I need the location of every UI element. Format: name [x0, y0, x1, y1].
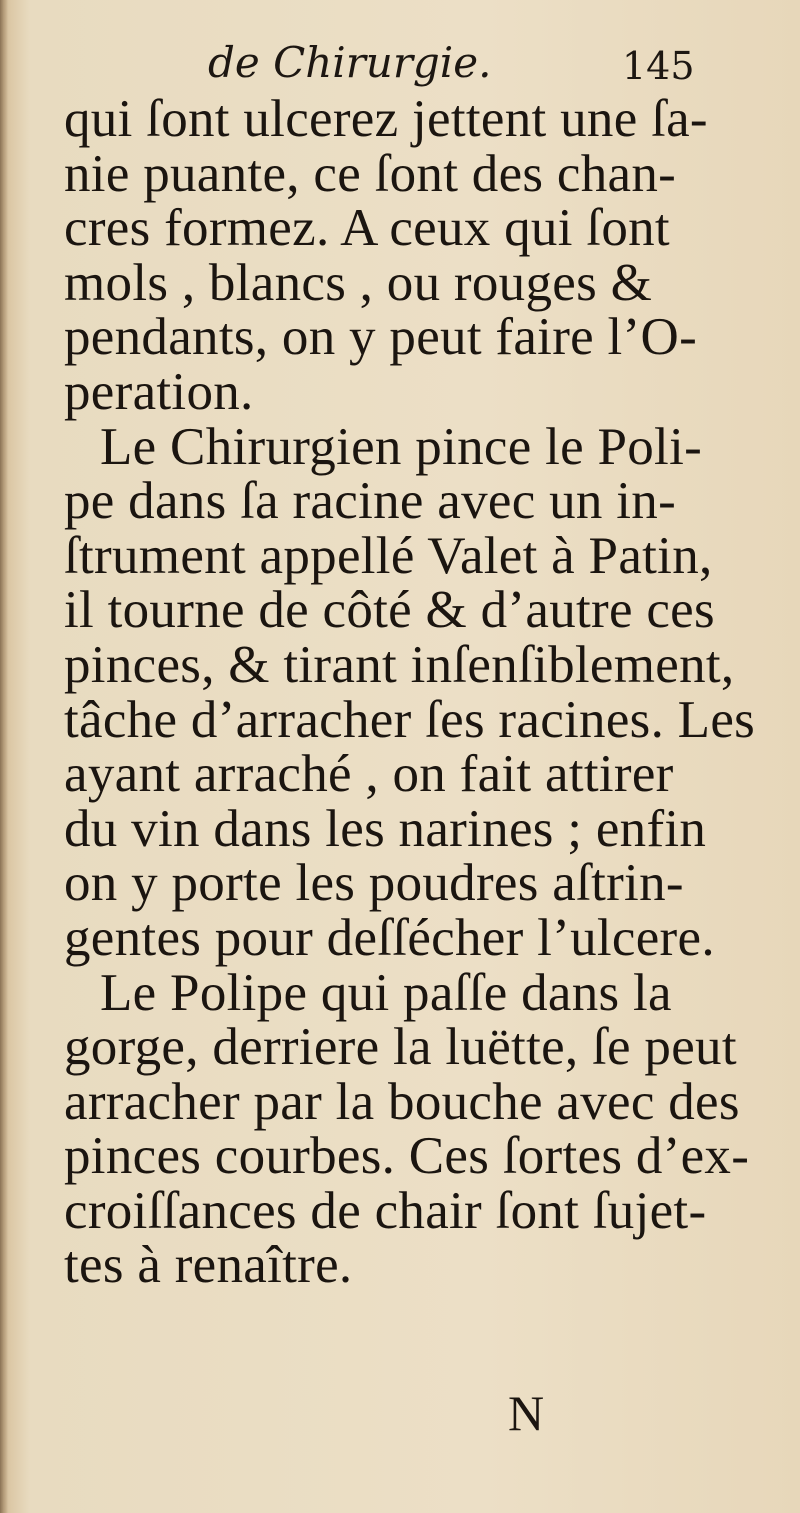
text-line: qui ſont ulcerez jettent une ſa-	[64, 90, 708, 148]
text-line: tâche d’arracher ſes racines. Les	[64, 690, 756, 749]
text-line: pinces courbes. Ces ſortes d’ex-	[64, 1127, 750, 1186]
text-line: tes à renaître.	[64, 1236, 353, 1295]
text-line: gorge, derriere la luëtte, ſe peut	[64, 1018, 737, 1077]
signature-mark: N	[508, 1385, 545, 1441]
text-line: Le Chirurgien pince le Poli-	[100, 417, 703, 476]
text-line: cres formez. A ceux qui ſont	[64, 199, 670, 258]
text-line: on y porte les poudres aſtrin-	[64, 854, 684, 913]
text-line: mols , blancs , ou rouges &	[64, 253, 653, 312]
page-number: 145	[622, 44, 695, 88]
text-line: croiſſances de chair ſont ſujet-	[64, 1181, 707, 1240]
text-line: ſtrument appellé Valet à Patin,	[64, 526, 713, 585]
body-text	[64, 90, 756, 1295]
page-header	[0, 38, 800, 98]
text-line: arracher par la bouche avec des	[64, 1072, 740, 1131]
page-gutter	[0, 0, 8, 1513]
text-line: du vin dans les narines ; enfin	[64, 799, 707, 858]
running-title: de Chirurgie.	[208, 38, 492, 87]
text-line: pendants, on y peut faire l’O-	[64, 308, 698, 367]
text-line: nie puante, ce ſont des chan-	[64, 144, 677, 203]
text-line: pinces, & tirant inſenſiblement,	[64, 635, 735, 694]
text-line: gentes pour deſſécher l’ulcere.	[64, 908, 715, 967]
text-line: pe dans ſa racine avec un in-	[64, 472, 677, 531]
text-line: il tourne de côté & d’autre ces	[64, 581, 715, 640]
text-line: peration.	[64, 362, 254, 421]
text-line: ayant arraché , on fait attirer	[64, 745, 674, 804]
text-line: Le Polipe qui paſſe dans la	[100, 963, 672, 1022]
